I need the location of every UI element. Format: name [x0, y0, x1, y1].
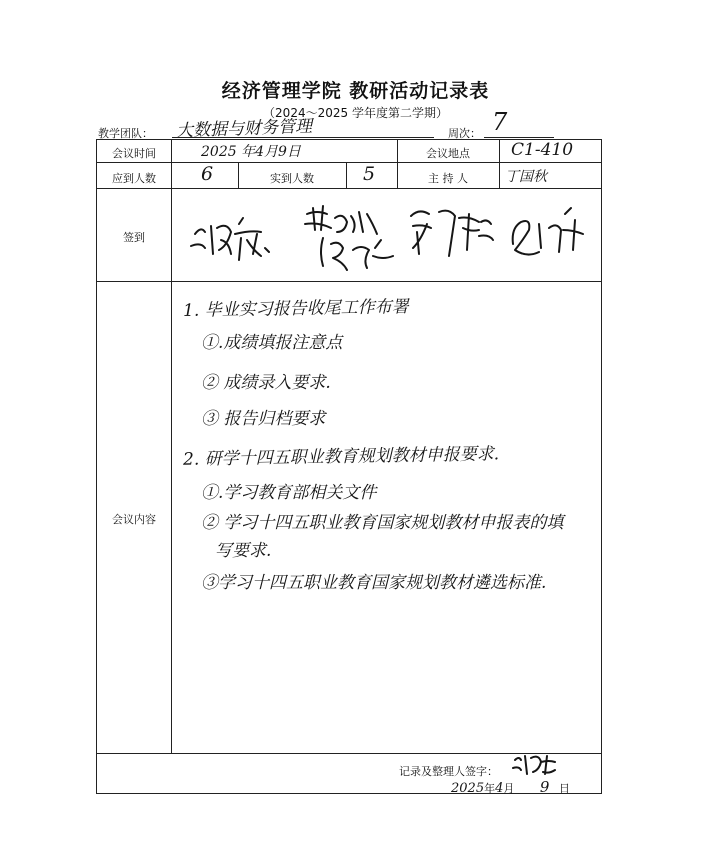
date-day-unit: 日: [558, 782, 570, 795]
record-table: [96, 139, 602, 794]
content-line-4: ③ 报告归档要求: [201, 409, 326, 429]
page-title: 经济管理学院 教研活动记录表: [221, 80, 490, 102]
host-label: 主 持 人: [428, 172, 468, 185]
content-line-8: 写要求.: [215, 541, 272, 561]
date-month-unit: 月: [503, 782, 515, 795]
content-line-9: ③学习十四五职业教育国家规划教材遴选标准.: [201, 573, 547, 593]
location-label: 会议地点: [426, 147, 470, 160]
team-underline: [172, 137, 434, 138]
week-label: 周次：: [448, 127, 481, 140]
time-value: 2025 年4月9日: [201, 144, 301, 160]
record-date: [451, 778, 570, 796]
content-line-6: ①.学习教育部相关文件: [201, 483, 377, 503]
host-value: 丁国秋: [505, 169, 547, 185]
page-subtitle: （2024～2025 学年度第二学期）: [263, 106, 448, 120]
row-divider: [97, 281, 601, 282]
content-line-5: 2. 研学十四五职业教育规划教材申报要求.: [182, 444, 500, 470]
week-value: 7: [492, 108, 508, 136]
time-label: 会议时间: [112, 147, 156, 160]
week-underline: [484, 137, 554, 138]
expected-label: 应到人数: [112, 172, 156, 185]
row-divider: [97, 162, 601, 163]
row-divider: [97, 188, 601, 189]
actual-value: 5: [363, 163, 376, 185]
signin-label: 签到: [123, 231, 145, 244]
recorder-label: 记录及整理人签字：: [399, 765, 498, 778]
signin-signatures: [177, 194, 597, 278]
col-divider: [171, 140, 172, 753]
col-divider: [499, 140, 500, 188]
location-value: C1-410: [511, 140, 574, 160]
date-month: 4: [495, 781, 504, 796]
content-line-7: ② 学习十四五职业教育国家规划教材申报表的填: [201, 513, 564, 533]
date-year: 2025: [451, 781, 485, 796]
team-label: 教学团队：: [98, 127, 153, 140]
content-label: 会议内容: [112, 513, 156, 526]
team-value: 大数据与财务管理: [175, 116, 313, 142]
content-line-1: 1. 毕业实习报告收尾工作布署: [182, 297, 409, 321]
content-line-2: ①.成绩填报注意点: [201, 333, 343, 353]
col-divider: [346, 162, 347, 188]
expected-value: 6: [201, 163, 214, 185]
date-year-unit: 年: [484, 782, 496, 795]
date-day: 9: [539, 778, 550, 796]
actual-label: 实到人数: [270, 172, 314, 185]
recorder-signature: [511, 752, 561, 778]
content-line-3: ② 成绩录入要求.: [201, 373, 331, 393]
